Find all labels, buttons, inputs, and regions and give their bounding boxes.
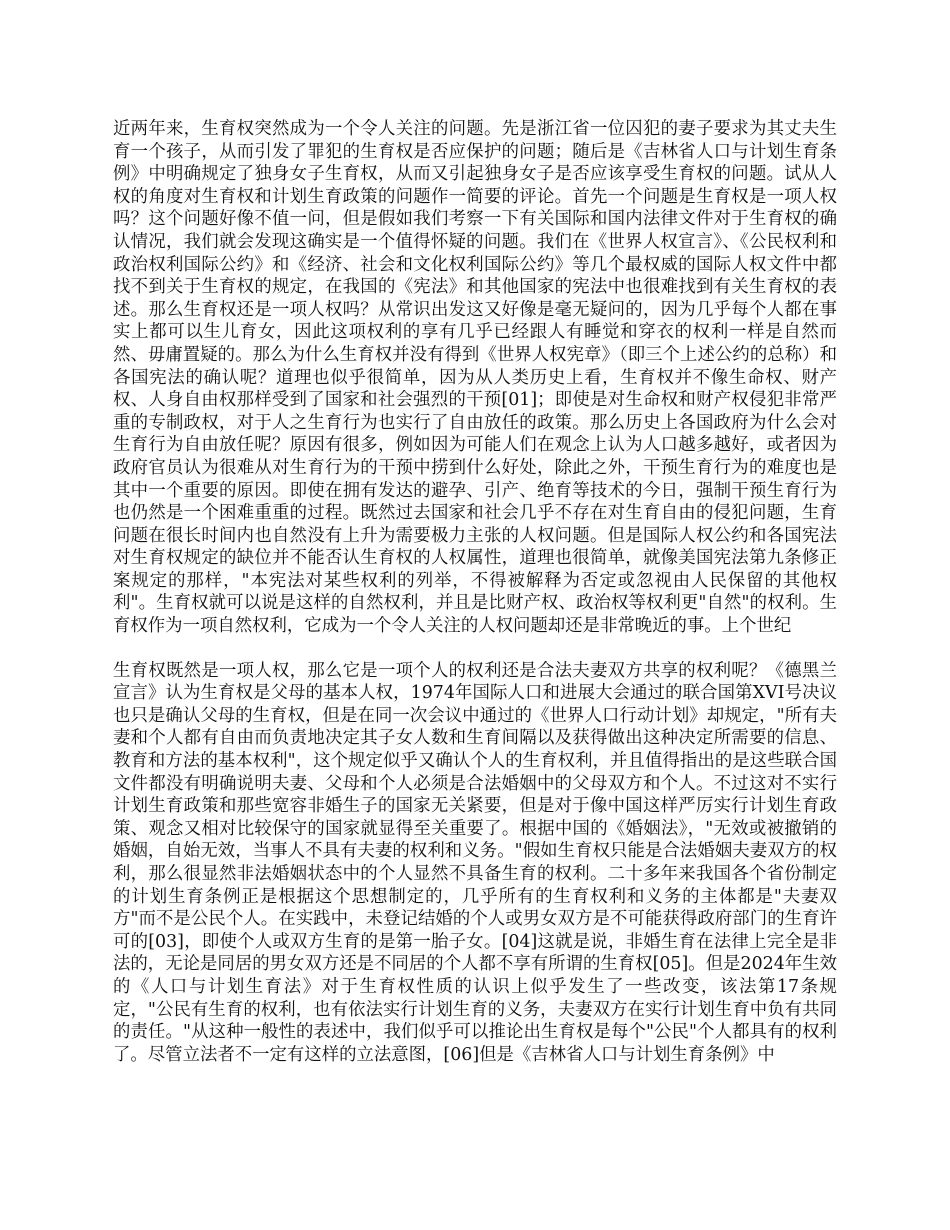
paragraph-1: 近两年来，生育权突然成为一个令人关注的问题。先是浙江省一位囚犯的妻子要求为其丈夫生育一个孩子，从而引发了罪犯的生育权是否应保护的问题；随后是《吉林省人口与计划生育条例》中明确规定了独身女子生育权，从而又引起独身女子是否应该享受生育权的问题。试从人权的角度对生育权和计划生育政策的问题作一简要的评论。首先一个问题是生育权是一项人权吗？这个问题好像不值一问，但是假如我们考察一下有关国际和国内法律文件对于生育权的确认情况，我们就会发现这确实是一个值得怀疑的问题。我们在《世界人权宣言》、《公民权利和政治权利国际公约》和《经济、社会和文化权利国际公约》等几个最权威的国际人权文件中都找不到关于生育权的规定，在我国的《宪法》和其他国家的宪法中也很难找到有关生育权的表述。那么生育权还是一项人权吗？从常识出发这又好像是毫无疑问的，因为几乎每个人都在事实上都可以生儿育女，因此这项权利的享有几乎已经跟人有睡觉和穿衣的权利一样是自然而然、毋庸置疑的。那么为什么生育权并没有得到《世界人权宪章》（即三个上述公约的总称）和各国宪法的确认呢？道理也似乎很简单，因为从人类历史上看，生育权并不像生命权、财产权、人身自由权那样受到了国家和社会强烈的干预[01]；即使是对生命权和财产权侵犯非常严重的专制政权，对于人之生育行为也实行了自由放任的政策。那么历史上各国政府为什么会对生育行为自由放任呢？原因有很多，例如因为可能人们在观念上认为人口越多越好，或者因为政府官员认为很难从对生育行为的干预中捞到什么好处，除此之外，干预生育行为的难度也是其中一个重要的原因。即使在拥有发达的避孕、引产、绝育等技术的今日，强制干预生育行为也仍然是一个困难重重的过程。既然过去国家和社会几乎不存在对生育自由的侵犯问题，生育问题在很长时间内也自然没有上升为需要极力主张的人权问题。但是国际人权公约和各国宪法对生育权规定的缺位并不能否认生育权的人权属性，道理也很简单，就像美国宪法第九条修正案规定的那样，"本宪法对某些权利的列举，不得被解释为否定或忽视由人民保留的其他权利"。生育权就可以说是这样的自然权利，并且是比财产权、政治权等权利更"自然"的权利。生育权作为一项自然权利，它成为一个令人关注的人权问题却还是非常晚近的事。上个世纪 — [113, 119, 837, 637]
paragraph-2: 生育权既然是一项人权，那么它是一项个人的权利还是合法夫妻双方共享的权利呢？《德黑兰宣言》认为生育权是父母的基本人权，1974年国际人口和进展大会通过的联合国第XVI号决议也只是确认父母的生育权，但是在同一次会议中通过的《世界人口行动计划》却规定，"所有夫妻和个人都有自由而负责地决定其子女人数和生育间隔以及获得做出这种决定所需要的信息、教育和方法的基本权利"，这个规定似乎又确认个人的生育权利，并且值得指出的是这些联合国文件都没有明确说明夫妻、父母和个人必须是合法婚姻中的父母双方和个人。不过这对不实行计划生育政策和那些宽容非婚生子的国家无关紧要，但是对于像中国这样严厉实行计划生育政策、观念又相对比较保守的国家就显得至关重要了。根据中国的《婚姻法》，"无效或被撤销的婚姻，自始无效，当事人不具有夫妻的权利和义务。"假如生育权只能是合法婚姻夫妻双方的权利，那么很显然非法婚姻状态中的个人显然不具备生育的权利。二十多年来我国各个省份制定的计划生育条例正是根据这个思想制定的，几乎所有的生育权利和义务的主体都是"夫妻双方"而不是公民个人。在实践中，未登记结婚的个人或男女双方是不可能获得政府部门的生育许可的[03]，即使个人或双方生育的是第一胎子女。[04]这就是说，非婚生育在法律上完全是非法的，无论是同居的男女双方还是不同居的个人都不享有所谓的生育权[05]。但是2024年生效的《人口与计划生育法》对于生育权性质的认识上似乎发生了一些改变，该法第17条规定，"公民有生育的权利，也有依法实行计划生育的义务，夫妻双方在实行计划生育中负有共同的责任。"从这种一般性的表述中，我们似乎可以推论出生育权是每个"公民"个人都具有的权利了。尽管立法者不一定有这样的立法意图，[06]但是《吉林省人口与计划生育条例》中 — [113, 660, 837, 1065]
document-body — [113, 118, 837, 1066]
